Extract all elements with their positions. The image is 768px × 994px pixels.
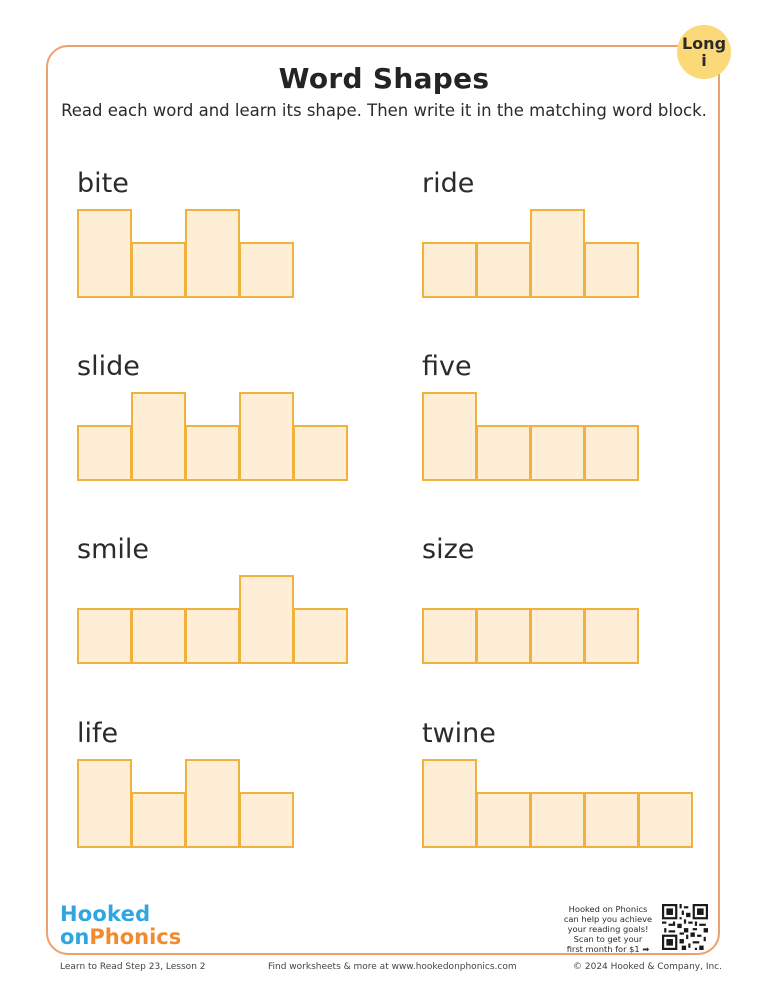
logo-hooked: Hooked: [60, 902, 151, 926]
logo-line-2: [60, 927, 181, 948]
instructions: Read each word and learn its shape. Then write it in the matching word block.: [61, 101, 707, 120]
letter-box-short[interactable]: [422, 242, 477, 298]
letter-box-tall[interactable]: [131, 392, 186, 481]
letter-box-tall[interactable]: [77, 759, 132, 848]
logo-on: on: [60, 925, 90, 949]
letter-box-short[interactable]: [584, 242, 639, 298]
letter-box-tall[interactable]: [185, 209, 240, 298]
badge-line-2: i: [701, 51, 707, 70]
word-smile: smile: [77, 534, 149, 565]
letter-box-tall[interactable]: [239, 575, 294, 664]
letter-box-short[interactable]: [293, 608, 348, 664]
letter-box-short[interactable]: [185, 608, 240, 664]
promo-line: first month for $1 ➡: [566, 944, 650, 954]
letter-box-short[interactable]: [530, 792, 585, 848]
badge-line-1: Long: [681, 34, 727, 53]
letter-box-short[interactable]: [476, 242, 531, 298]
word-five: five: [422, 351, 472, 382]
word-size: size: [422, 534, 475, 565]
letter-box-tall[interactable]: [422, 759, 477, 848]
word-slide: slide: [77, 351, 140, 382]
letter-box-short[interactable]: [239, 792, 294, 848]
footer-website[interactable]: Find worksheets & more at www.hookedonphonics.com: [268, 962, 517, 972]
word-ride: ride: [422, 168, 475, 199]
footer-lesson: Learn to Read Step 23, Lesson 2: [60, 962, 206, 972]
promo-line: Hooked on Phonics: [568, 904, 648, 914]
letter-box-short[interactable]: [584, 608, 639, 664]
letter-box-short[interactable]: [530, 608, 585, 664]
letter-box-short[interactable]: [239, 242, 294, 298]
letter-box-short[interactable]: [422, 608, 477, 664]
letter-box-short[interactable]: [131, 242, 186, 298]
hooked-on-phonics-logo: [60, 904, 181, 948]
letter-box-short[interactable]: [638, 792, 693, 848]
letter-box-short[interactable]: [131, 792, 186, 848]
promo-line: your reading goals!: [567, 924, 649, 934]
letter-box-short[interactable]: [584, 792, 639, 848]
qr-code-icon[interactable]: [662, 904, 708, 950]
word-twine: twine: [422, 718, 496, 749]
letter-box-short[interactable]: [584, 425, 639, 481]
letter-box-short[interactable]: [476, 792, 531, 848]
promo-line: can help you achieve: [563, 914, 653, 924]
footer-copyright: © 2024 Hooked & Company, Inc.: [573, 962, 722, 972]
letter-box-tall[interactable]: [422, 392, 477, 481]
letter-box-short[interactable]: [476, 425, 531, 481]
word-bite: bite: [77, 168, 129, 199]
page-title: Word Shapes: [278, 62, 490, 95]
letter-box-tall[interactable]: [77, 209, 132, 298]
letter-box-short[interactable]: [185, 425, 240, 481]
letter-box-short[interactable]: [293, 425, 348, 481]
letter-box-short[interactable]: [77, 425, 132, 481]
promo-line: Scan to get your: [573, 934, 643, 944]
letter-box-short[interactable]: [131, 608, 186, 664]
letter-box-short[interactable]: [77, 608, 132, 664]
letter-box-short[interactable]: [476, 608, 531, 664]
letter-box-tall[interactable]: [239, 392, 294, 481]
letter-box-tall[interactable]: [530, 209, 585, 298]
logo-phonics: Phonics: [89, 925, 182, 949]
promo-text: [560, 904, 656, 954]
letter-box-short[interactable]: [530, 425, 585, 481]
letter-box-tall[interactable]: [185, 759, 240, 848]
word-life: life: [77, 718, 119, 749]
